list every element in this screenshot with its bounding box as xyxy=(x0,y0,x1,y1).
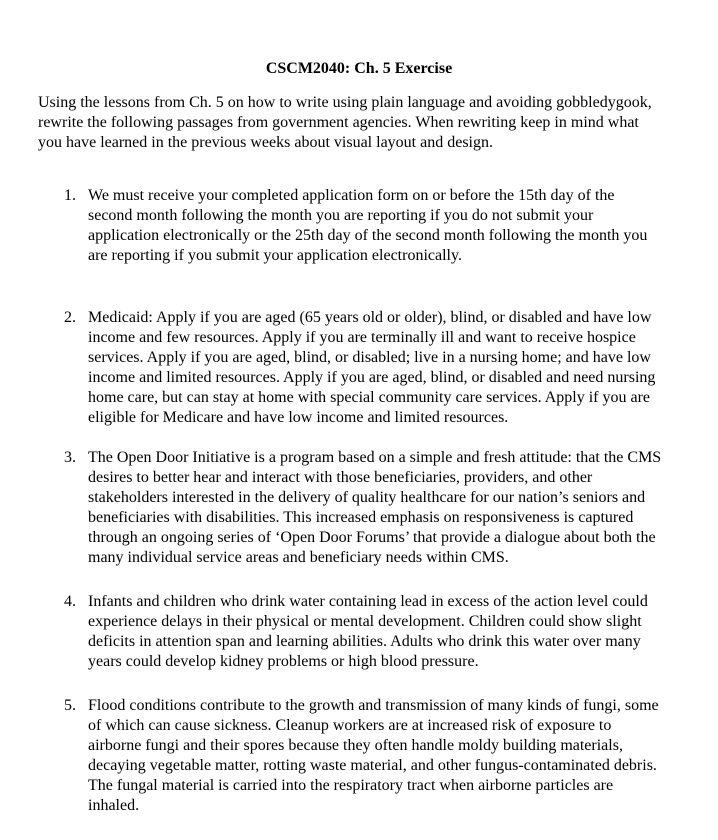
list-item-number: 2. xyxy=(64,309,76,326)
text-line: income and limited resources. Apply if you are aged, blind, or disabled and need nursing xyxy=(88,369,656,386)
intro-line: you have learned in the previous weeks about visual layout and design. xyxy=(38,134,493,151)
text-line: Infants and children who drink water containing lead in excess of the action level could xyxy=(88,593,648,610)
text-line: through an ongoing series of ‘Open Door Forums’ that provide a dialogue about both the xyxy=(88,529,656,546)
text-line: second month following the month you are reporting if you do not submit your xyxy=(88,207,594,224)
list-item-number: 3. xyxy=(64,449,76,466)
text-line: stakeholders interested in the delivery of quality healthcare for our nation’s seniors and xyxy=(88,489,646,506)
intro-paragraph xyxy=(38,93,708,153)
document-title: CSCM2040: Ch. 5 Exercise xyxy=(265,60,453,77)
list-item-number: 4. xyxy=(64,593,76,610)
list-item-text xyxy=(88,308,655,428)
text-line: of which can cause sickness. Cleanup workers are at increased risk of exposure to xyxy=(88,717,612,734)
text-line: decaying vegetable matter, rotting waste material, and other fungus-contaminated debris. xyxy=(88,757,657,774)
text-line: income and few resources. Apply if you are terminally ill and want to receive hospice xyxy=(88,329,636,346)
text-line: The fungal material is carried into the respiratory tract when airborne particles are xyxy=(88,777,614,794)
text-line: deficits in attention span and learning abilities. Adults who drink this water over many xyxy=(88,633,641,650)
list-item-text xyxy=(88,186,647,266)
text-line: airborne fungi and their spores because they often handle moldy building materials, xyxy=(88,737,623,754)
list-item-number: 5. xyxy=(64,697,76,714)
text-line: Flood conditions contribute to the growth and transmission of many kinds of fungi, some xyxy=(88,697,659,714)
intro-line: Using the lessons from Ch. 5 on how to write using plain language and avoiding gobbledygook, xyxy=(38,94,652,111)
intro-line: rewrite the following passages from government agencies. When rewriting keep in mind what xyxy=(38,114,639,131)
text-line: inhaled. xyxy=(88,797,140,814)
text-line: experience delays in their physical or mental development. Children could show slight xyxy=(88,613,642,630)
text-line: Medicaid: Apply if you are aged (65 years old or older), blind, or disabled and have low xyxy=(88,309,652,326)
text-line: application electronically or the 25th day of the second month following the month you xyxy=(88,227,648,244)
text-line: years could develop kidney problems or high blood pressure. xyxy=(88,653,479,670)
list-item-text xyxy=(88,696,659,816)
text-line: beneficiaries with disabilities. This increased emphasis on responsiveness is captured xyxy=(88,509,634,526)
list-item-number: 1. xyxy=(64,187,76,204)
list-item-text xyxy=(88,592,648,672)
text-line: services. Apply if you are aged, blind, or disabled; live in a nursing home; and have low xyxy=(88,349,651,366)
text-line: desires to better hear and interact with those beneficiaries, providers, and other xyxy=(88,469,593,486)
text-line: We must receive your completed application form on or before the 15th day of the xyxy=(88,187,615,204)
text-line: are reporting if you submit your application electronically. xyxy=(88,247,462,264)
text-line: many individual service areas and beneficiary needs within CMS. xyxy=(88,549,509,566)
text-line: The Open Door Initiative is a program based on a simple and fresh attitude: that the CMS xyxy=(88,449,662,466)
text-line: eligible for Medicare and have low income and limited resources. xyxy=(88,409,509,426)
list-item-text xyxy=(88,448,661,568)
text-line: home care, but can stay at home with special community care services. Apply if you are xyxy=(88,389,651,406)
